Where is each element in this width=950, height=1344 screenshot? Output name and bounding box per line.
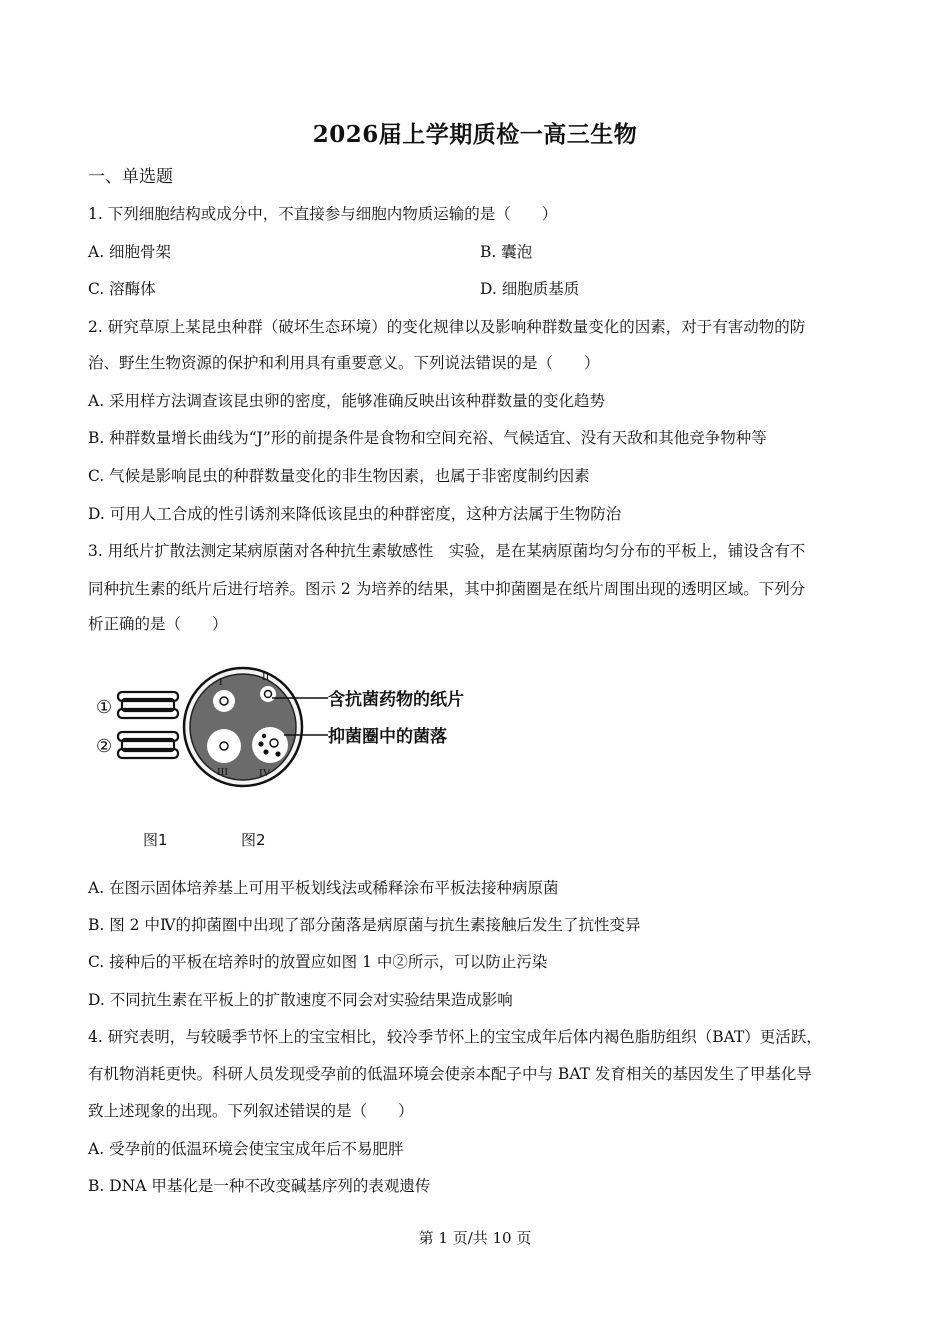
page-title: 2026届上学期质检一高三生物 <box>312 121 638 148</box>
antibiotic-disc-2 <box>265 691 272 698</box>
bacterial-colony <box>258 741 263 746</box>
page-footer: 第 1 页/共 10 页 <box>418 1229 532 1247</box>
figure-label-2: ② <box>96 736 113 757</box>
question-1-option-d: D. 细胞质基质 <box>480 280 580 298</box>
bacterial-colony <box>263 749 268 754</box>
bacterial-colony <box>275 751 280 756</box>
antibiotic-disc-4 <box>270 739 278 747</box>
dish-side-view-2 <box>118 732 178 758</box>
figure-caption-2: 图2 <box>241 831 266 849</box>
figure-caption-1: 图1 <box>143 831 168 849</box>
roman-label-2: II <box>262 671 270 683</box>
question-4-option-b: B. DNA 甲基化是一种不改变碱基序列的表观遗传 <box>88 1177 431 1195</box>
petri-dish-agar <box>190 674 296 780</box>
question-1-option-c: C. 溶酶体 <box>88 280 156 298</box>
question-4-option-a: A. 受孕前的低温环境会使宝宝成年后不易肥胖 <box>88 1140 404 1158</box>
question-3-stem-line-2: 同种抗生素的纸片后进行培养。图示 2 为培养的结果，其中抑菌圈是在纸片周围出现的透明区域。下列分 <box>88 580 806 598</box>
roman-label-4: IV <box>259 767 271 779</box>
callout-antibiotic-disc: 含抗菌药物的纸片 <box>328 690 464 710</box>
question-2-option-a: A. 采用样方法调查该昆虫卵的密度，能够准确反映出该种群数量的变化趋势 <box>88 392 606 410</box>
question-3-stem-line-1: 3. 用纸片扩散法测定某病原菌对各种抗生素敏感性 实验，是在某病原菌均匀分布的平板上，铺设含有不 <box>88 542 806 560</box>
roman-label-3: III <box>217 766 228 778</box>
question-2-option-c: C. 气候是影响昆虫的种群数量变化的非生物因素，也属于非密度制约因素 <box>88 467 590 485</box>
question-3-option-d: D. 不同抗生素在平板上的扩散速度不同会对实验结果造成影响 <box>88 991 513 1009</box>
roman-label-1: I <box>219 676 223 688</box>
question-4-stem-line-1: 4. 研究表明，与较暖季节怀上的宝宝相比，较冷季节怀上的宝宝成年后体内褐色脂肪组织（BAT）更活跃， <box>88 1028 822 1046</box>
question-3-stem-line-3: 析正确的是（ ） <box>88 615 228 633</box>
question-4-stem-line-3: 致上述现象的出现。下列叙述错误的是（ ） <box>88 1102 414 1120</box>
question-2-stem-line-1: 2. 研究草原上某昆虫种群（破坏生态环境）的变化规律以及影响种群数量变化的因素，对于有害动物的防 <box>88 318 806 336</box>
question-2-stem-line-2: 治、野生生物资源的保护和利用具有重要意义。下列说法错误的是（ ） <box>88 354 600 372</box>
question-3-option-c: C. 接种后的平板在培养时的放置应如图 1 中②所示，可以防止污染 <box>88 953 548 971</box>
figure-label-1: ① <box>96 697 113 718</box>
callout-colony: 抑菌圈中的菌落 <box>328 727 447 747</box>
antibiotic-disc-1 <box>220 697 228 705</box>
question-2-option-d: D. 可用人工合成的性引诱剂来降低该昆虫的种群密度，这种方法属于生物防治 <box>88 505 622 523</box>
question-1-option-b: B. 囊泡 <box>480 243 533 261</box>
petri-dish-figure <box>88 648 488 863</box>
section-heading: 一、单选题 <box>88 167 173 187</box>
question-4-stem-line-2: 有机物消耗更快。科研人员发现受孕前的低温环境会使亲本配子中与 BAT 发育相关的基因发生了甲基化导 <box>88 1065 812 1083</box>
question-2-option-b: B. 种群数量增长曲线为“J”形的前提条件是食物和空间充裕、气候适宜、没有天敌和其他竞争物种等 <box>88 429 767 447</box>
question-1-stem: 1. 下列细胞结构或成分中，不直接参与细胞内物质运输的是（ ） <box>88 205 558 223</box>
bacterial-colony <box>262 734 266 738</box>
question-1-option-a: A. 细胞骨架 <box>88 243 172 261</box>
dish-side-view-1 <box>118 692 178 718</box>
question-3-option-a: A. 在图示固体培养基上可用平板划线法或稀释涂布平板法接种病原菌 <box>88 879 559 897</box>
question-3-option-b: B. 图 2 中Ⅳ的抑菌圈中出现了部分菌落是病原菌与抗生素接触后发生了抗性变异 <box>88 916 641 934</box>
antibiotic-disc-3 <box>220 742 228 750</box>
